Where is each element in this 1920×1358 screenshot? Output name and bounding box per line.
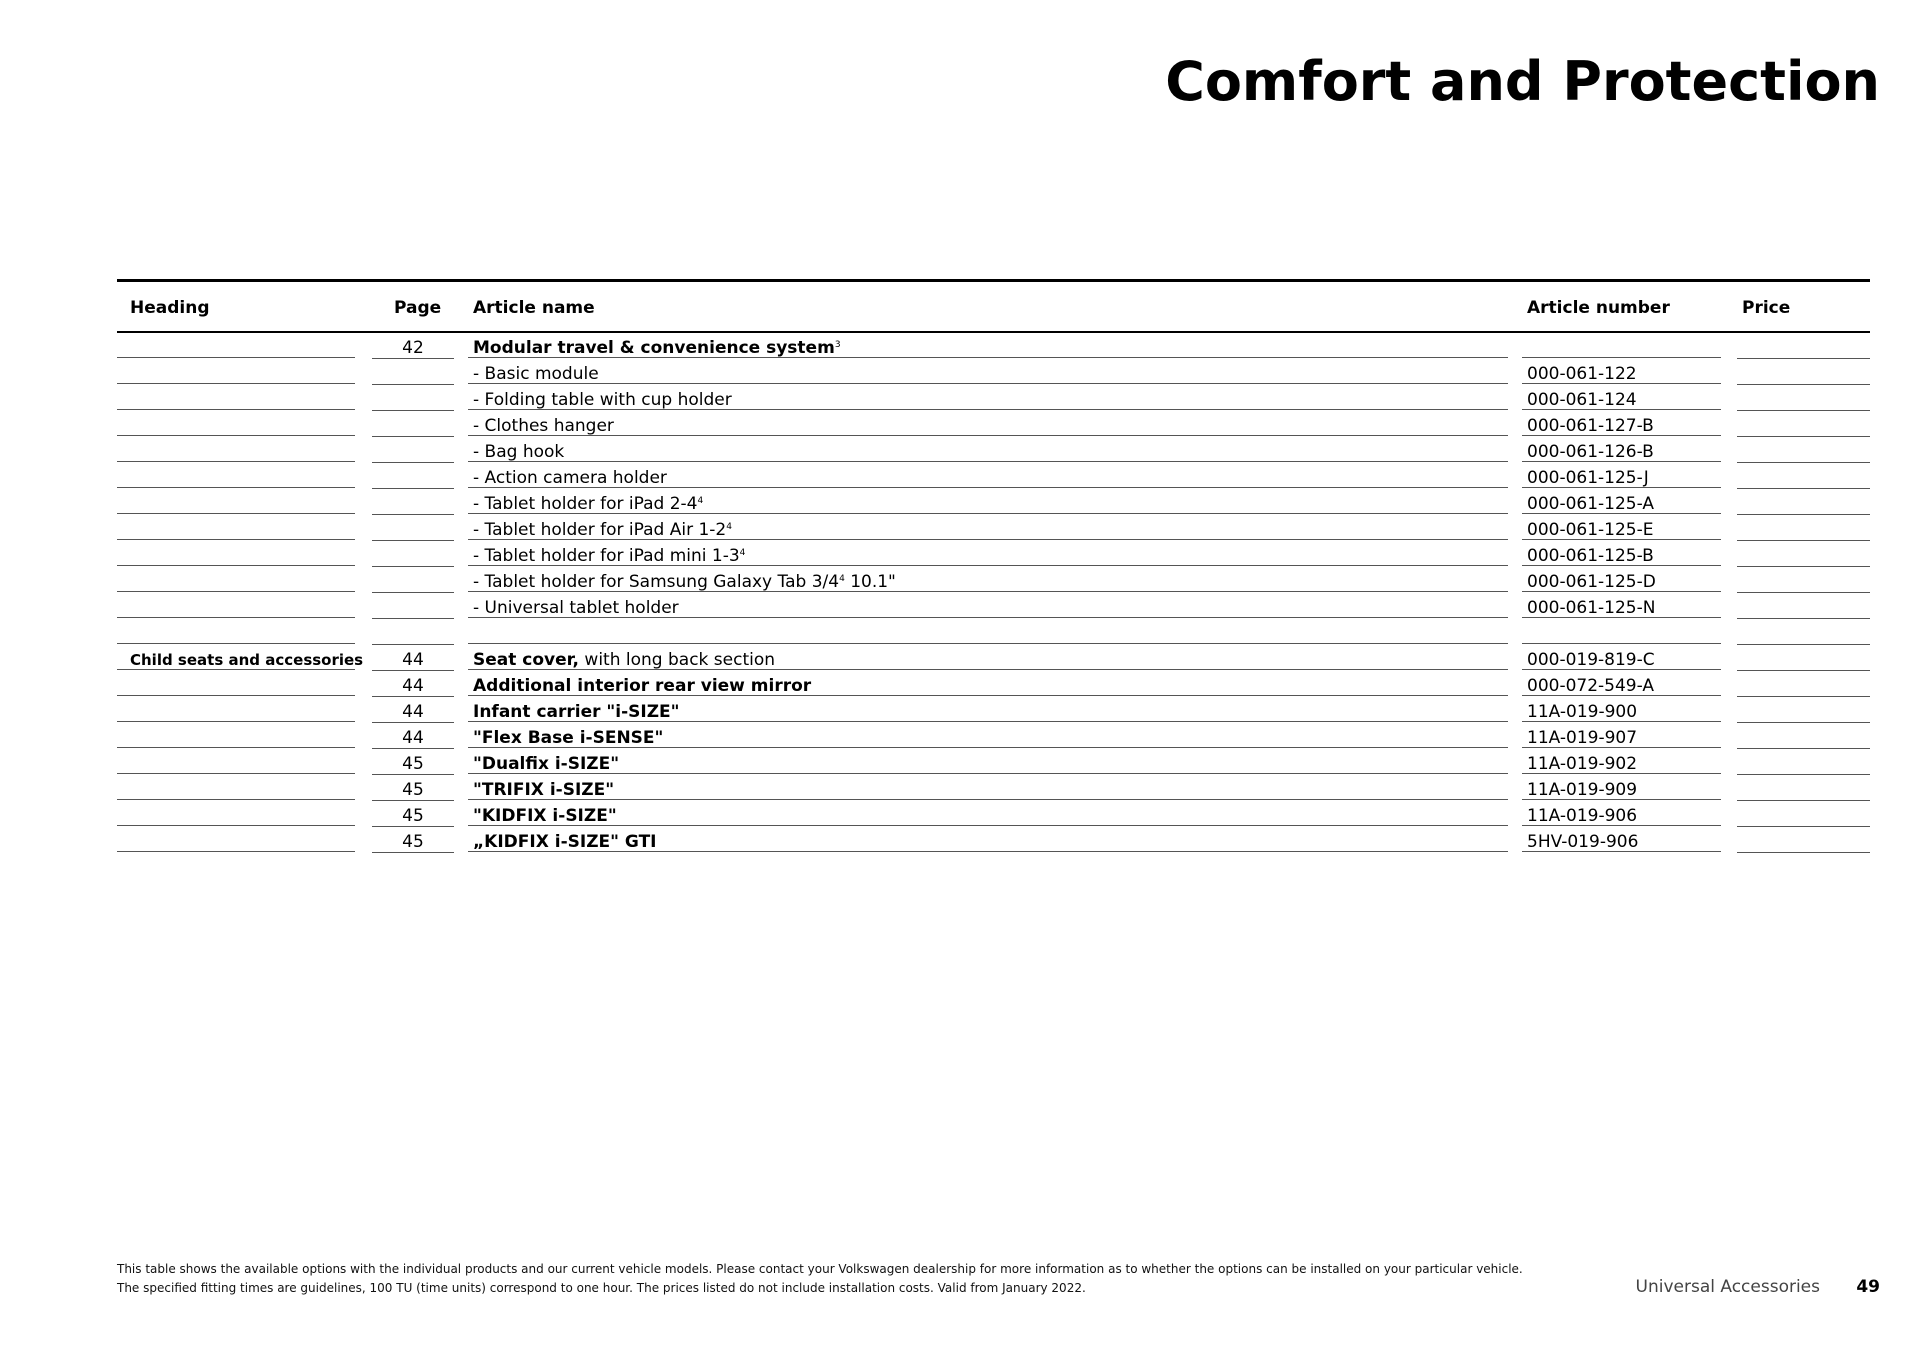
row-heading — [117, 541, 355, 566]
article-name-bold: "Flex Base i-SENSE" — [473, 728, 664, 748]
row-page: 45 — [372, 775, 454, 801]
table-row — [117, 593, 1870, 619]
row-price — [1737, 593, 1870, 619]
row-article-name — [468, 775, 1508, 800]
table-row — [117, 749, 1870, 775]
row-article-number: 5HV-019-906 — [1522, 827, 1721, 852]
article-name-text: - Basic module — [473, 364, 599, 384]
article-name-text: - Tablet holder for iPad mini 1-3 — [473, 546, 740, 566]
row-article-number: 000-061-125-N — [1522, 593, 1721, 618]
row-page: 42 — [372, 333, 454, 359]
row-price — [1737, 619, 1870, 645]
row-page — [372, 411, 454, 437]
table-row — [117, 827, 1870, 853]
article-name-text: - Universal tablet holder — [473, 598, 679, 618]
row-article-name — [468, 827, 1508, 852]
page-title: Comfort and Protection — [1165, 50, 1880, 113]
row-article-number: 000-061-124 — [1522, 385, 1721, 410]
article-name-text: - Tablet holder for iPad Air 1-2 — [473, 520, 727, 540]
row-page — [372, 359, 454, 385]
row-article-number: 000-061-125-B — [1522, 541, 1721, 566]
row-article-name — [468, 723, 1508, 748]
article-name-text: - Tablet holder for Samsung Galaxy Tab 3/4 — [473, 572, 840, 592]
row-price — [1737, 567, 1870, 593]
header-article-number: Article number — [1527, 298, 1670, 318]
row-heading: Child seats and accessories — [117, 645, 355, 670]
table-row — [117, 671, 1870, 697]
article-name-bold: Modular travel & convenience system — [473, 338, 835, 358]
row-article-number: 11A-019-900 — [1522, 697, 1721, 722]
row-page: 45 — [372, 827, 454, 853]
row-heading — [117, 463, 355, 488]
row-heading — [117, 515, 355, 540]
table-row — [117, 411, 1870, 437]
header-article-name: Article name — [473, 298, 595, 318]
table-row — [117, 567, 1870, 593]
row-heading — [117, 411, 355, 436]
article-name-text: - Tablet holder for iPad 2-4 — [473, 494, 698, 514]
row-page — [372, 567, 454, 593]
row-article-number: 000-061-126-B — [1522, 437, 1721, 462]
row-price — [1737, 463, 1870, 489]
row-article-number: 11A-019-907 — [1522, 723, 1721, 748]
row-page — [372, 437, 454, 463]
row-page — [372, 515, 454, 541]
table-row — [117, 541, 1870, 567]
article-name-text: - Clothes hanger — [473, 416, 614, 436]
article-name-bold: Infant carrier "i-SIZE" — [473, 702, 680, 722]
row-price — [1737, 697, 1870, 723]
row-article-name — [468, 593, 1508, 618]
row-page — [372, 489, 454, 515]
header-price: Price — [1742, 298, 1791, 318]
row-page: 44 — [372, 671, 454, 697]
row-article-name — [468, 385, 1508, 410]
row-article-number: 000-061-122 — [1522, 359, 1721, 384]
row-article-name — [468, 437, 1508, 462]
table-row — [117, 801, 1870, 827]
row-article-name — [468, 333, 1508, 358]
row-page — [372, 619, 454, 645]
table-header — [117, 282, 1870, 333]
row-heading — [117, 437, 355, 462]
row-heading — [117, 593, 355, 618]
article-name-text: - Folding table with cup holder — [473, 390, 732, 410]
footnote-ref: 4 — [739, 548, 746, 558]
row-heading — [117, 359, 355, 384]
row-heading — [117, 775, 355, 800]
row-article-number: 11A-019-906 — [1522, 801, 1721, 826]
row-heading — [117, 827, 355, 852]
row-article-name — [468, 801, 1508, 826]
row-price — [1737, 385, 1870, 411]
row-heading — [117, 567, 355, 592]
row-article-number: 11A-019-909 — [1522, 775, 1721, 800]
row-article-number: 000-061-125-E — [1522, 515, 1721, 540]
row-article-name — [468, 567, 1508, 592]
row-article-name — [468, 489, 1508, 514]
row-page: 44 — [372, 723, 454, 749]
footnote-line-1: This table shows the available options with the individual products and our current vehicle models. Please contact your Volkswagen dealership for more information as to whether the options can be installed on your particular vehicle. — [117, 1262, 1523, 1276]
row-page: 44 — [372, 697, 454, 723]
article-name-suffix: 10.1" — [844, 572, 896, 592]
article-name-bold: Seat cover, — [473, 650, 580, 670]
row-heading — [117, 333, 355, 358]
row-page: 44 — [372, 645, 454, 671]
article-name-text: - Bag hook — [473, 442, 565, 462]
row-article-name — [468, 515, 1508, 540]
table-row — [117, 775, 1870, 801]
row-price — [1737, 541, 1870, 567]
row-article-number: 11A-019-902 — [1522, 749, 1721, 774]
row-price — [1737, 359, 1870, 385]
footer-page-number: 49 — [1856, 1277, 1880, 1297]
row-article-number — [1522, 619, 1721, 644]
article-name-bold: "Dualfix i-SIZE" — [473, 754, 620, 774]
table-row — [117, 359, 1870, 385]
footnote — [117, 1260, 1523, 1298]
article-name-bold: „KIDFIX i-SIZE" GTI — [473, 832, 657, 852]
row-article-number: 000-019-819-C — [1522, 645, 1721, 670]
row-heading — [117, 619, 355, 644]
footnote-ref: 3 — [834, 340, 841, 350]
table-row — [117, 437, 1870, 463]
row-article-number: 000-061-125-J — [1522, 463, 1721, 488]
row-price — [1737, 801, 1870, 827]
row-article-name — [468, 359, 1508, 384]
row-price — [1737, 671, 1870, 697]
row-heading — [117, 723, 355, 748]
table-row — [117, 619, 1870, 645]
table-row — [117, 697, 1870, 723]
article-name-text: - Action camera holder — [473, 468, 667, 488]
row-page — [372, 385, 454, 411]
row-heading — [117, 671, 355, 696]
table-row — [117, 333, 1870, 359]
row-article-number: 000-061-127-B — [1522, 411, 1721, 436]
footnote-line-2: The specified fitting times are guidelines, 100 TU (time units) correspond to one hour. The prices listed do not include installation costs. Valid from January 2022. — [117, 1281, 1086, 1295]
article-name-bold: "KIDFIX i-SIZE" — [473, 806, 617, 826]
article-name-bold: Additional interior rear view mirror — [473, 676, 812, 696]
row-article-name — [468, 541, 1508, 566]
row-heading — [117, 801, 355, 826]
header-page: Page — [394, 298, 442, 318]
row-page — [372, 541, 454, 567]
row-article-number: 000-072-549-A — [1522, 671, 1721, 696]
row-price — [1737, 723, 1870, 749]
article-name-text: with long back section — [579, 650, 776, 670]
row-price — [1737, 333, 1870, 359]
article-name-bold: "TRIFIX i-SIZE" — [473, 780, 615, 800]
row-heading — [117, 385, 355, 410]
row-page — [372, 593, 454, 619]
row-price — [1737, 437, 1870, 463]
row-article-number — [1522, 333, 1721, 358]
table-row — [117, 385, 1870, 411]
row-article-name — [468, 411, 1508, 436]
table-row — [117, 515, 1870, 541]
footnote-ref: 4 — [839, 574, 845, 584]
footer-section-name: Universal Accessories — [1635, 1277, 1820, 1297]
row-price — [1737, 411, 1870, 437]
row-price — [1737, 827, 1870, 853]
row-article-name — [468, 749, 1508, 774]
row-price — [1737, 749, 1870, 775]
row-price — [1737, 645, 1870, 671]
row-price — [1737, 515, 1870, 541]
row-page: 45 — [372, 801, 454, 827]
row-price — [1737, 489, 1870, 515]
row-page — [372, 463, 454, 489]
table-row — [117, 723, 1870, 749]
accessories-table — [117, 279, 1870, 853]
row-article-name — [468, 671, 1508, 696]
row-article-number: 000-061-125-A — [1522, 489, 1721, 514]
table-row — [117, 489, 1870, 515]
row-article-name — [468, 619, 1508, 644]
row-article-number: 000-061-125-D — [1522, 567, 1721, 592]
footnote-ref: 4 — [726, 522, 732, 532]
row-page: 45 — [372, 749, 454, 775]
row-heading — [117, 489, 355, 514]
footnote-ref: 4 — [697, 496, 704, 506]
row-price — [1737, 775, 1870, 801]
table-row — [117, 645, 1870, 671]
row-article-name — [468, 645, 1508, 670]
row-article-name — [468, 463, 1508, 488]
row-heading — [117, 697, 355, 722]
table-body — [117, 333, 1870, 853]
row-heading — [117, 749, 355, 774]
header-heading: Heading — [130, 298, 210, 318]
table-row — [117, 463, 1870, 489]
row-article-name — [468, 697, 1508, 722]
